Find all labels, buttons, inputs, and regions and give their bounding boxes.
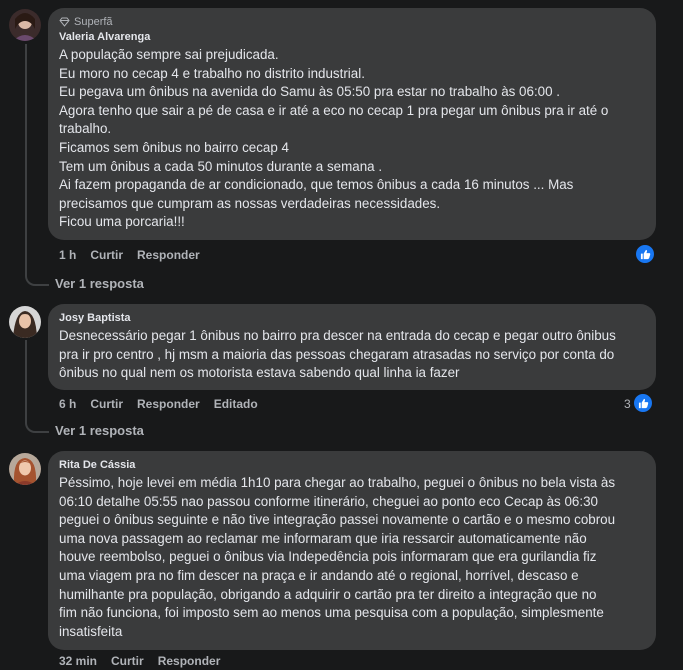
comment-line: Agora tenho que sair a pé de casa e ir até a eco no cecap 1 pra pegar um ônibus pra ir até o [59, 102, 609, 118]
thread-line [25, 340, 27, 415]
fan-badge [59, 16, 644, 28]
comment-line: humilhante pra população, obrigando a adquirir o cartão pra ter direito a integração que no [59, 586, 597, 602]
comment-line: Eu pegava um ônibus na avenida do Samu às 05:50 pra estar no trabalho às 06:00 . [59, 84, 561, 100]
avatar[interactable] [9, 9, 41, 41]
comment-actions [59, 654, 220, 668]
comment-line: A população sempre sai prejudicada. [59, 47, 279, 62]
author-name[interactable]: Valeria Alvarenga [59, 31, 151, 43]
comment-line: houve reembolso, peguei o ônibus via Indepedência pois informaram que era gurilandia fiz [59, 549, 597, 565]
timestamp[interactable]: 1 h [59, 248, 77, 262]
view-replies-link[interactable]: Ver 1 resposta [55, 423, 144, 438]
thread-curve [25, 266, 49, 286]
comment-line: peguei o ônibus seguinte e não tive integração passei novamente o cartão e o mesmo cobrou [59, 512, 616, 528]
comment-line: Tem um ônibus a cada 50 minutos durante a semana . [59, 158, 383, 174]
like-button[interactable]: Curtir [90, 397, 124, 411]
timestamp[interactable]: 6 h [59, 397, 77, 411]
like-reaction-badge[interactable] [632, 392, 654, 414]
avatar[interactable] [9, 453, 41, 485]
timestamp[interactable]: 32 min [59, 654, 98, 668]
comment-line: uma nova passagem ao reclamar me informaram que iria ressarcir automaticamente não [59, 530, 587, 546]
comment-line: Ai fazem propaganda de ar condicionado, que temos ônibus a cada 16 minutos ... Mas [59, 177, 574, 193]
edited-label: Editado [213, 397, 258, 411]
comment-line: Péssimo, hoje levei em média 1h10 para chegar ao trabalho, peguei o ônibus no bela vista às [59, 475, 616, 490]
reply-button[interactable]: Responder [137, 248, 200, 262]
comment-line: pra ir pro centro , hj msm a maioria das pessoas chegaram atrasadas no serviço por conta do [59, 346, 615, 362]
comment-line: insatisfeita [59, 623, 123, 639]
comment-line: Desnecessário pegar 1 ônibus no bairro pra descer na entrada do cecap e pegar outro ônibus [59, 328, 616, 343]
comment-line: uma viagem pra no fim descer na praça e ir andando até o regional, horrível, descaso e [59, 567, 579, 583]
thumbs-up-icon [638, 398, 649, 409]
like-button[interactable]: Curtir [111, 654, 144, 668]
comment-bubble [48, 8, 656, 240]
author-name[interactable]: Rita De Cássia [59, 459, 136, 471]
like-button[interactable]: Curtir [90, 248, 124, 262]
comment-bubble [48, 304, 656, 390]
comment-line: Ficou uma porcaria!!! [59, 214, 185, 230]
view-replies-link[interactable]: Ver 1 resposta [55, 276, 144, 291]
avatar[interactable] [9, 306, 41, 338]
comment-line: fim não funciona, foi imposto sem ao menos uma pesquisa com a população, simplesmente [59, 605, 604, 621]
comment-line: ônibus no qual nem os motorista estava sabendo qual linha ia fazer [59, 365, 460, 381]
like-reaction-badge[interactable] [634, 243, 656, 265]
diamond-icon [59, 17, 70, 27]
comment-line: Eu moro no cecap 4 e trabalho no distrito industrial. [59, 65, 365, 81]
thumbs-up-icon [640, 249, 651, 260]
badge-label: Superfã [74, 16, 113, 28]
author-name[interactable]: Josy Baptista [59, 312, 131, 324]
reply-button[interactable]: Responder [137, 397, 200, 411]
thread-line [25, 44, 27, 268]
comment-actions [59, 248, 200, 262]
thread-curve [25, 413, 49, 433]
comment-line: 06:10 detalhe 05:55 nao passou conforme itinerário, cheguei ao ponto eco Cecap às 06:30 [59, 493, 598, 509]
reaction-count[interactable]: 3 [624, 397, 631, 411]
comment-bubble [48, 451, 656, 650]
reply-button[interactable]: Responder [157, 654, 221, 668]
comment-line: precisamos que cumpram as nossas verdadeiras necessidades. [59, 195, 441, 211]
comment-line: trabalho. [59, 121, 112, 137]
comment-actions [59, 397, 258, 411]
comment-line: Ficamos sem ônibus no bairro cecap 4 [59, 139, 289, 155]
